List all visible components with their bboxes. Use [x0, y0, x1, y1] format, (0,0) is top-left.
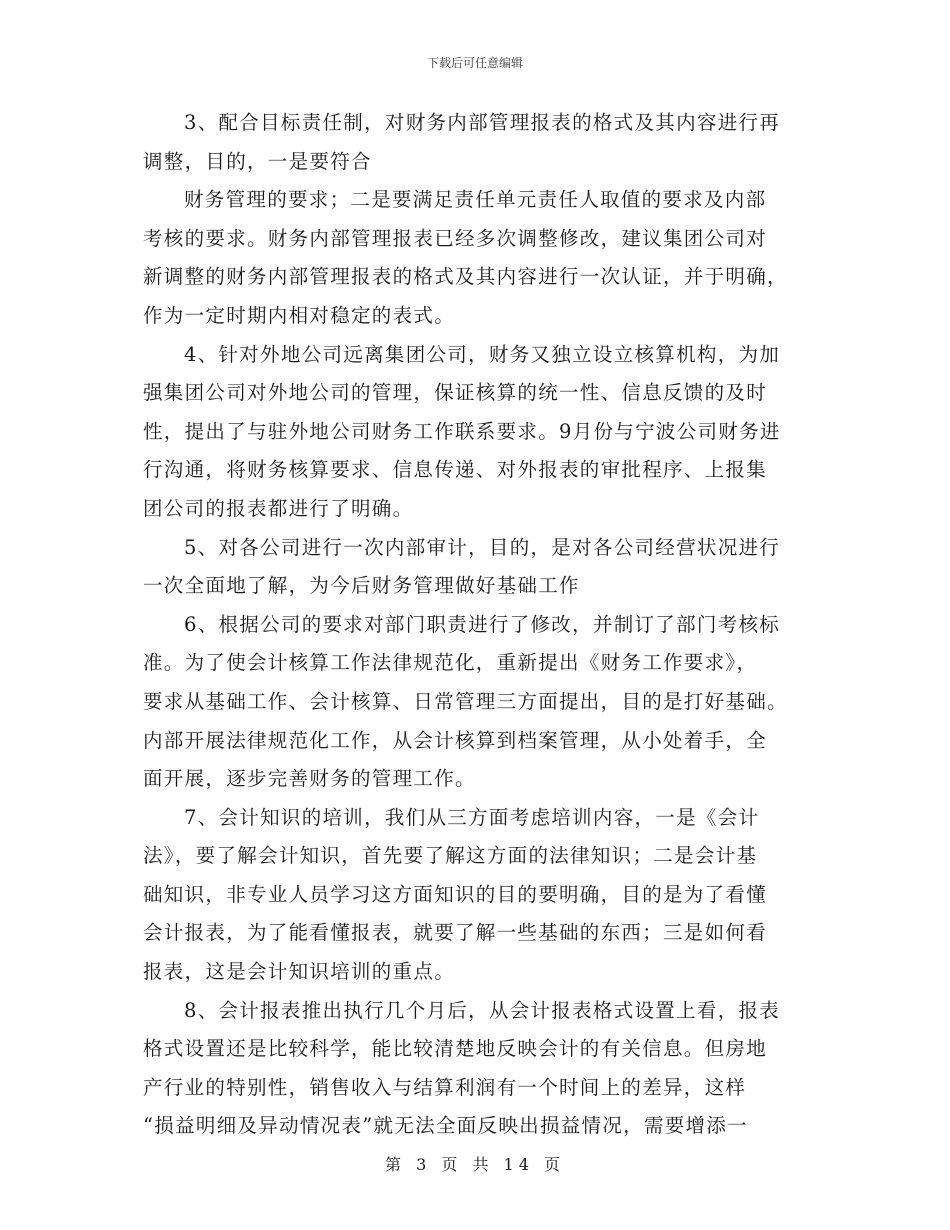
text-line: 新调整的财务内部管理报表的格式及其内容进行一次认证，并于明确， [143, 265, 788, 289]
text-line: 调整，目的，一是要符合 [143, 149, 372, 173]
text-line: 强集团公司对外地公司的管理，保证核算的统一性、信息反馈的及时 [143, 381, 768, 405]
text-line: 面开展，逐步完善财务的管理工作。 [143, 767, 476, 791]
text-line: 8、会计报表推出执行几个月后，从会计报表格式设置上看，报表 [184, 998, 781, 1022]
text-line: 会计报表，为了能看懂报表，就要了解一些基础的东西；三是如何看 [143, 921, 768, 945]
text-line: 要求从基础工作、会计核算、日常管理三方面提出，目的是打好基础。 [143, 689, 788, 713]
text-line: 产行业的特别性，销售收入与结算利润有一个时间上的差异，这样 [143, 1075, 747, 1099]
text-line: 准。为了使会计核算工作法律规范化，重新提出《财务工作要求》， [143, 651, 758, 675]
text-line: 作为一定时期内相对稳定的表式。 [143, 303, 456, 327]
text-line: 5、对各公司进行一次内部审计，目的，是对各公司经营状况进行 [184, 535, 781, 559]
paragraph-6 [143, 606, 808, 799]
text-line: 7、会计知识的培训，我们从三方面考虑培训内容，一是《会计 [184, 805, 760, 829]
paragraph-5 [143, 529, 808, 606]
page-header: 下载后可任意编辑 [426, 56, 523, 70]
paragraph-8 [143, 992, 808, 1146]
paragraph-3-continued [143, 181, 808, 335]
paragraph-3 [143, 104, 808, 181]
text-line: 行沟通，将财务核算要求、信息传递、对外报表的审批程序、上报集 [143, 458, 768, 482]
text-line: 团公司的报表都进行了明确。 [143, 496, 414, 520]
text-line: 础知识，非专业人员学习这方面知识的目的要明确，目的是为了看懂 [143, 882, 768, 906]
text-line: 性，提出了与驻外地公司财务工作联系要求。9月份与宁波公司财务进 [143, 419, 781, 443]
text-line: 4、针对外地公司远离集团公司，财务又独立设立核算机构，为加 [184, 342, 781, 366]
paragraph-4 [143, 336, 808, 529]
text-line: 3、配合目标责任制，对财务内部管理报表的格式及其内容进行再 [184, 111, 781, 134]
text-line: 格式设置还是比较科学，能比较清楚地反映会计的有关信息。但房地 [143, 1037, 768, 1061]
text-line: 报表，这是会计知识培训的重点。 [143, 960, 456, 984]
paragraph-7 [143, 799, 808, 992]
text-line: 财务管理的要求；二是要满足责任单元责任人取值的要求及内部 [184, 188, 767, 212]
page-footer: 第 3 页 共 14 页 [385, 1155, 565, 1174]
text-line: 考核的要求。财务内部管理报表已经多次调整修改，建议集团公司对 [143, 226, 768, 250]
text-line: “损益明细及异动情况表”就无法全面反映出损益情况，需要增添一 [143, 1114, 748, 1138]
text-line: 一次全面地了解，为今后财务管理做好基础工作 [143, 574, 580, 598]
document-body [143, 104, 808, 1146]
text-line: 内部开展法律规范化工作，从会计核算到档案管理，从小处着手，全 [143, 728, 768, 752]
text-line: 法》，要了解会计知识，首先要了解这方面的法律知识；二是会计基 [143, 844, 758, 868]
text-line: 6、根据公司的要求对部门职责进行了修改，并制订了部门考核标 [184, 612, 781, 636]
